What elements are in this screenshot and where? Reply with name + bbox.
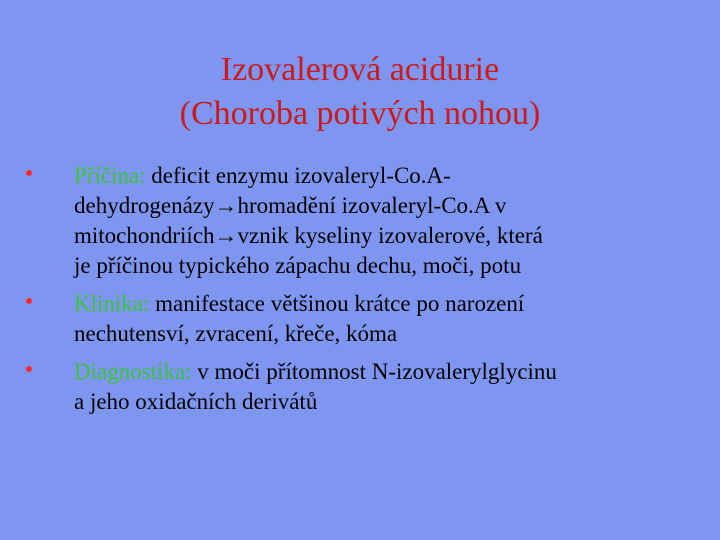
bullet-list — [22, 161, 702, 425]
bullet-text: je příčinou typického zápachu dechu, moči, potu — [74, 253, 522, 278]
bullet-icon — [22, 289, 74, 319]
bullet-text: deficit enzymu izovaleryl-Co.A- — [145, 163, 451, 188]
bullet-item-diagnostika — [22, 357, 702, 417]
bullet-text: v moči přítomnost N-izovalerylglycinu — [191, 359, 557, 384]
title-line-1: Izovalerová acidurie — [220, 51, 500, 88]
bullet-first-line — [74, 161, 702, 191]
bullet-item-pricina — [22, 161, 702, 281]
bullet-label: Klinika: — [74, 291, 150, 316]
bullet-icon — [22, 357, 74, 387]
slide-title — [0, 48, 720, 136]
bullet-item-klinika — [22, 289, 702, 349]
bullet-first-line — [74, 289, 702, 319]
bullet-text: mitochondriích→vznik kyseliny izovalerové, která — [74, 223, 543, 248]
bullet-label: Diagnostika: — [74, 359, 192, 384]
bullet-first-line — [74, 357, 702, 387]
bullet-text: dehydrogenázy→hromadění izovaleryl-Co.A v — [74, 193, 507, 218]
bullet-label: Příčina: — [74, 163, 146, 188]
bullet-text: nechutensví, zvracení, křeče, kóma — [74, 321, 398, 346]
title-line-2: (Choroba potivých nohou) — [179, 95, 541, 132]
bullet-text: manifestace většinou krátce po narození — [149, 291, 525, 316]
bullet-text: a jeho oxidačních derivátů — [74, 389, 318, 414]
bullet-icon — [22, 161, 74, 191]
